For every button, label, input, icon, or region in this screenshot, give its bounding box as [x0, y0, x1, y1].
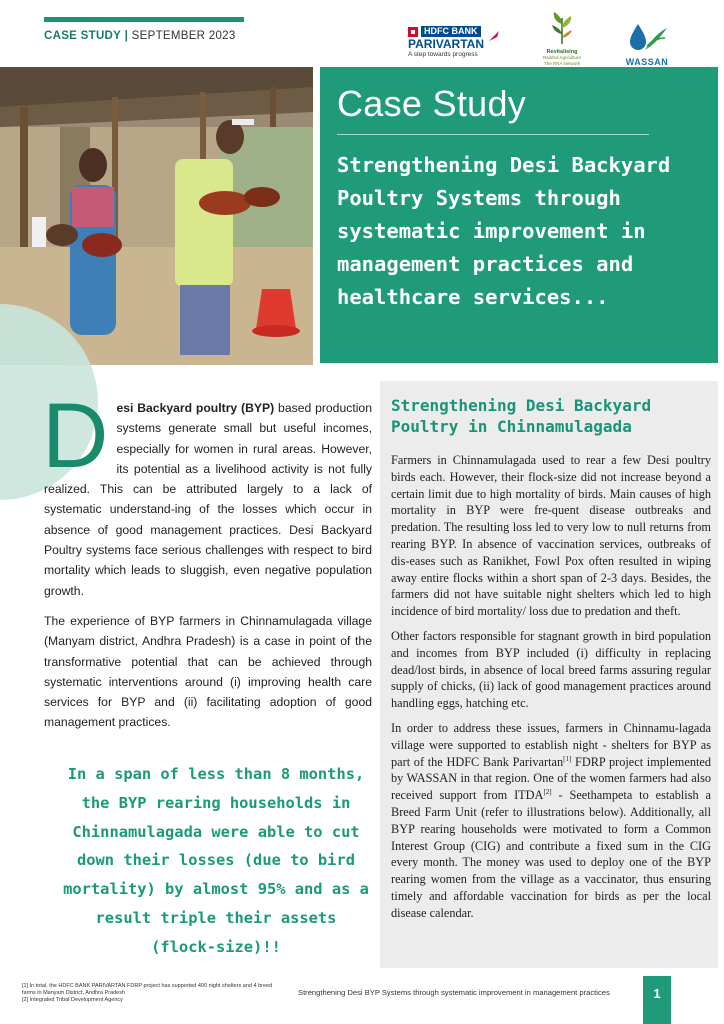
hdfc-parivartan-logo: [408, 26, 500, 64]
hdfc-program-name: PARIVARTAN: [408, 37, 484, 51]
water-drop-leaf-icon: [625, 22, 669, 52]
section-subtitle: Strengthening Desi Backyard Poultry in Chinnamulagada: [391, 396, 652, 436]
parivartan-swoosh-icon: [488, 30, 500, 42]
drop-cap: D: [42, 385, 109, 487]
body-paragraph-1: Farmers in Chinnamulagada used to rear a few Desi poultry birds each. However, their flock-size did not increase beyond a certain limit due to high mortality of birds. Main causes of high mortality in BYP were fre-quent disease outbreaks and predation. The resulting loss led to very low to null returns from rearing BYP. In absence of vaccination services, outbreaks of dis-eases such as Ranikhet, Fowl Pox often resulted in wiping away entire flocks within a short span of 2-3 days. Besides, the farmers did not have suitable night shelters which led to high incidence of bird mortality/ loss due to predation and theft.: [391, 453, 711, 619]
key-result-highlight: In a span of less than 8 months, the BYP rearing households in Chinnamulagada were able to cut down their losses (due to bird mortality) by almost 95% and as a result triple their assets (flock-size)!!: [63, 765, 369, 956]
wassan-name: WASSAN: [625, 57, 669, 67]
rra-line2: Rainfed Agriculture: [542, 55, 582, 60]
hdfc-bank-name: HDFC BANK: [421, 26, 481, 37]
footnote-2: [2] Integrated Tribal Development Agency: [22, 997, 123, 1003]
header-separator: |: [124, 30, 129, 42]
header-case-study: CASE STUDY: [44, 30, 122, 42]
rra-network-logo: [532, 10, 592, 66]
footnote-ref-2[interactable]: [2]: [543, 788, 552, 797]
case-study-title: Strengthening Desi Backyard Poultry Systems through systematic improvement in management practices and healthcare services...: [337, 153, 671, 309]
running-footer-title: Strengthening Desi BYP Systems through systematic improvement in management practices: [298, 988, 610, 997]
case-study-title-block: [320, 67, 718, 363]
wassan-logo: [622, 22, 672, 66]
body-p3-part-c: - Seethampeta to establish a Breed Farm Unit (refer to illustrations below). Additionally, all BYP rearing households were motivated to form a Common Interest Group (CIG) and contribute a fixed sum in the CIG every month. The money was used to deploy one of the BYP rearing women from the village as a vaccinator, thus ensuring timely and affordable vaccination for birds as per the local disease calendar.: [391, 788, 711, 920]
intro-bold-lead: esi Backyard poultry (BYP): [116, 401, 275, 415]
footnote-ref-1[interactable]: [1]: [563, 754, 572, 763]
intro-p1-text: based production systems generate small but useful incomes, especially for women in rural areas. However, its potential as a livelihood activity is not fully realized. This can be attributed largely to a lack of systematic understand-ing of the losses which occur in absence of good management practices. Desi Backyard Poultry systems face serious challenges with respect to bird mortality which leads to sluggish, even negative population growth.: [44, 401, 372, 598]
rra-line1: Revitalising: [546, 49, 578, 55]
body-p3-part-b: FDRP project implemented by WASSAN in that region. One of the women farmers had also received support from ITDA: [391, 754, 712, 803]
rra-line3: The RRA Network: [543, 61, 580, 66]
hdfc-badge: [408, 26, 500, 37]
page-number: 1: [643, 976, 671, 1024]
title-divider: [337, 134, 649, 135]
footnotes: [22, 983, 282, 1004]
intro-column: [42, 385, 372, 743]
body-paragraph-2: Other factors responsible for stagnant growth in bird population and incomes from BYP included (i) difficulty in replacing dead/lost birds, in absence of local breed farms assuring regular supply of chicks, (ii) lack of good management practices around handling eggs, hatching etc.: [391, 628, 711, 711]
intro-paragraph-2: The experience of BYP farmers in Chinnamulagada village (Manyam district, Andhra Pradesh) is a case in point of the transformative potential that can be achieved through systematic interventions around (i) improving health care services for BYP and (ii) facilitating adoption of good management practices.: [44, 613, 372, 730]
hdfc-tagline: A step towards progress: [408, 51, 478, 58]
header-accent-bar: [44, 17, 244, 22]
footnote-1: [1] In total, the HDFC BANK PARIVARTAN FDRP project has supported 400 night shelters and 4 breed farms in Manyam District, Andhra Pradesh: [22, 983, 273, 996]
plant-icon: [547, 10, 577, 44]
hdfc-square-icon: [408, 27, 418, 37]
body-paragraph-3: [391, 720, 711, 922]
intro-paragraph-1: [42, 385, 372, 601]
header-label: [44, 30, 236, 42]
header-date: SEPTEMBER 2023: [131, 30, 236, 42]
body-column: [391, 452, 711, 930]
case-study-heading: Case Study: [337, 83, 527, 124]
body-p3-part-a: In order to address these issues, farmers in Chinnamu-lagada village were supported to establish night - shelters for BYP as part of the HDFC Bank Parivartan: [391, 720, 711, 769]
